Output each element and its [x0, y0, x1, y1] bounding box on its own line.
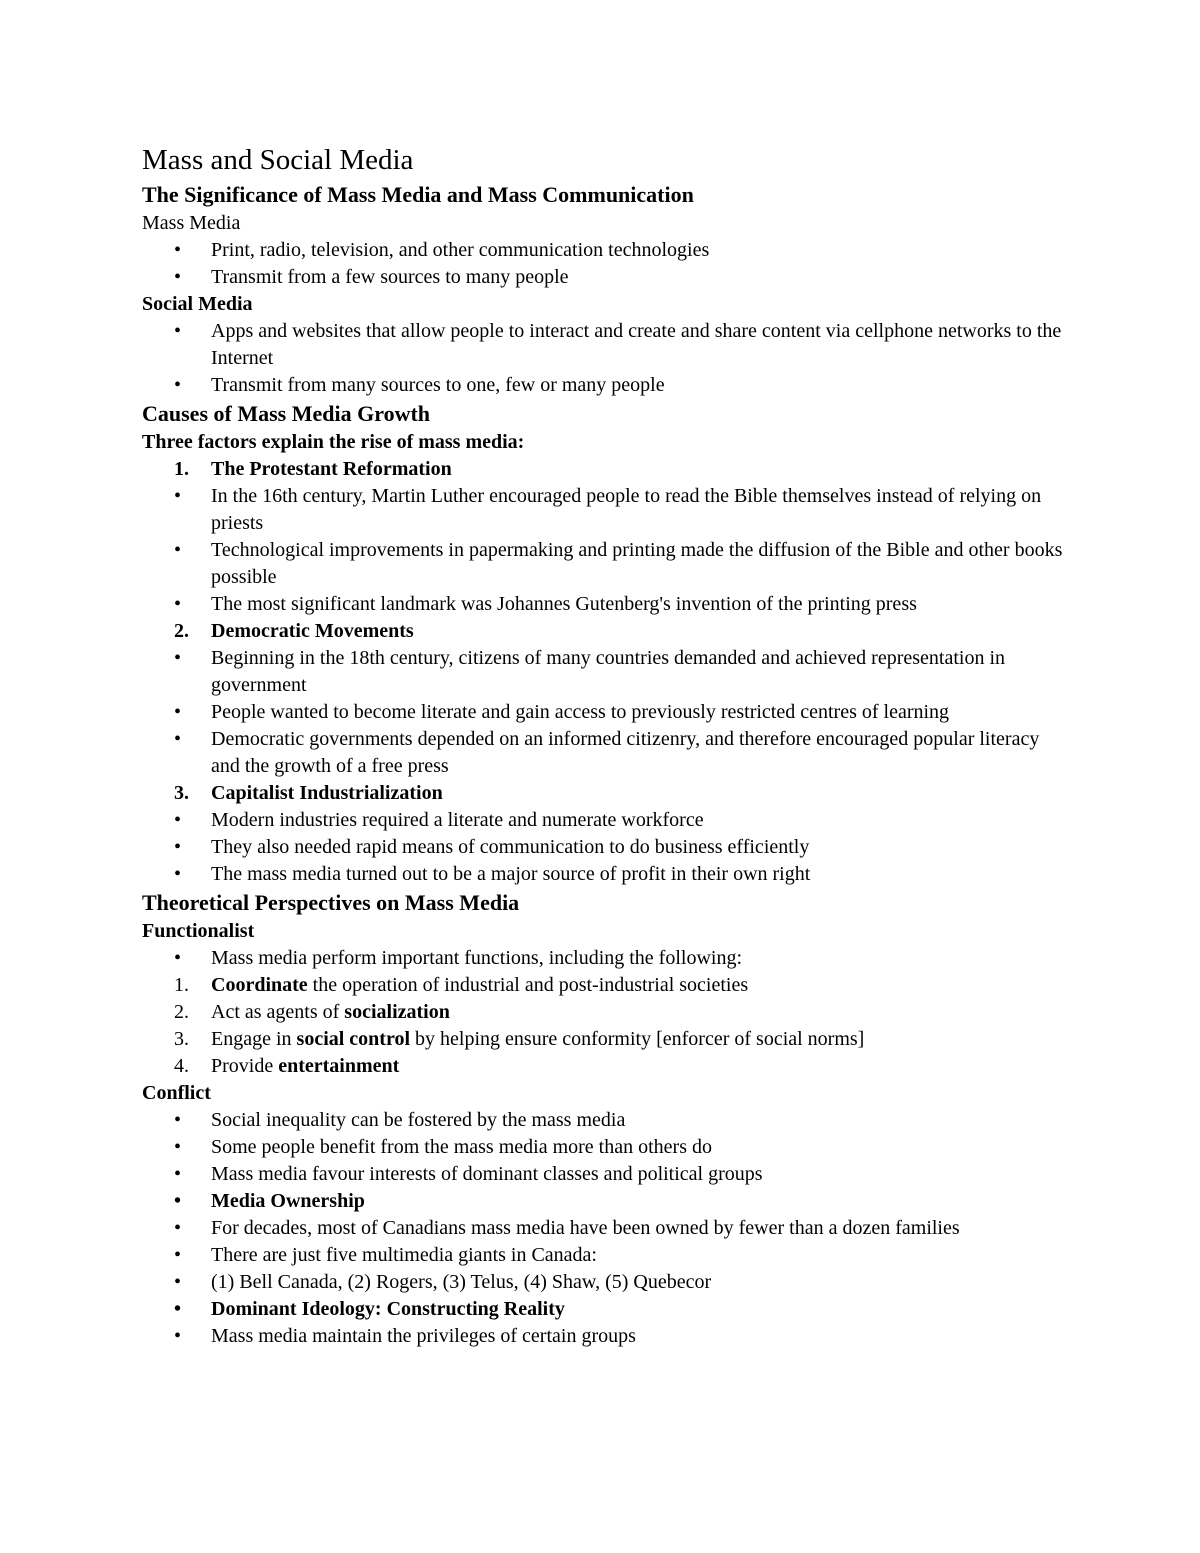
section-intro: Three factors explain the rise of mass media:: [142, 431, 525, 453]
bullet-icon: •: [174, 1136, 182, 1158]
function-item: [142, 972, 1072, 999]
list-item-text: Mass media favour interests of dominant classes and political groups: [211, 1163, 763, 1185]
list-item: [142, 237, 1072, 264]
section-heading: The Significance of Mass Media and Mass Communication: [142, 182, 694, 207]
list-item-text: Dominant Ideology: Constructing Reality: [211, 1298, 565, 1320]
list-item: [142, 1188, 1072, 1215]
document-page: [142, 140, 1072, 1350]
list-item-text: There are just five multimedia giants in Canada:: [211, 1244, 597, 1266]
list-item: [142, 483, 1072, 537]
list-item-text: Apps and websites that allow people to interact and create and share content via cellphone networks to the Internet: [211, 320, 1062, 369]
list-item-text: Democratic governments depended on an informed citizenry, and therefore encouraged popular literacy and the growth of a free press: [211, 728, 1040, 777]
bullet-icon: •: [174, 320, 182, 342]
list-item: [142, 645, 1072, 699]
bullet-icon: •: [174, 1163, 182, 1185]
list-item-text: Modern industries required a literate and numerate workforce: [211, 809, 704, 831]
list-item: [142, 591, 1072, 618]
list-item: [142, 834, 1072, 861]
list-item-text: Social inequality can be fostered by the mass media: [211, 1109, 626, 1131]
function-text-pre: Act as agents of: [211, 1001, 345, 1023]
section-heading: Theoretical Perspectives on Mass Media: [142, 890, 520, 915]
list-item: [142, 1215, 1072, 1242]
document-title: Mass and Social Media: [142, 144, 414, 176]
list-item: [142, 318, 1072, 372]
bullet-icon: •: [174, 266, 182, 288]
subsection-label: Conflict: [142, 1082, 211, 1104]
section-heading: Causes of Mass Media Growth: [142, 401, 431, 426]
function-item: [142, 1053, 1072, 1080]
factor-list: [142, 456, 1072, 888]
list-item: [142, 807, 1072, 834]
bullet-icon: •: [174, 1325, 182, 1347]
list-number: 1.: [174, 974, 189, 996]
bullet-icon: •: [174, 1217, 182, 1239]
bullet-list: [142, 237, 1072, 291]
list-item-text: Print, radio, television, and other communication technologies: [211, 239, 710, 261]
bullet-icon: •: [174, 1190, 182, 1212]
subsection-label: Social Media: [142, 293, 253, 315]
list-item: [142, 699, 1072, 726]
bullet-icon: •: [174, 1271, 182, 1293]
list-number: 1.: [174, 458, 189, 480]
list-item-text: They also needed rapid means of communication to do business efficiently: [211, 836, 810, 858]
function-item: [142, 999, 1072, 1026]
factor-title: [142, 456, 1072, 483]
list-number: 2.: [174, 1001, 189, 1023]
function-text-post: the operation of industrial and post-industrial societies: [307, 974, 749, 996]
list-number: 2.: [174, 620, 189, 642]
bullet-icon: •: [174, 374, 182, 396]
list-item: [142, 1242, 1072, 1269]
list-number: 3.: [174, 782, 189, 804]
bullet-icon: •: [174, 647, 182, 669]
list-item: [142, 726, 1072, 780]
factor-title: [142, 618, 1072, 645]
list-item-text: Media Ownership: [211, 1190, 365, 1212]
subsection-label: Functionalist: [142, 920, 255, 942]
factor-title-text: Capitalist Industrialization: [211, 782, 443, 804]
list-item-text: Technological improvements in papermaking and printing made the diffusion of the Bible and other books possible: [211, 539, 1063, 588]
factor-title-text: Democratic Movements: [211, 620, 414, 642]
list-item-text: Some people benefit from the mass media more than others do: [211, 1136, 712, 1158]
factor-title: [142, 780, 1072, 807]
list-number: 4.: [174, 1055, 189, 1077]
bullet-icon: •: [174, 593, 182, 615]
function-keyword: social control: [296, 1028, 411, 1050]
bullet-icon: •: [174, 863, 182, 885]
list-item: [142, 1323, 1072, 1350]
bullet-list: [142, 1107, 1072, 1350]
list-item-text: The mass media turned out to be a major source of profit in their own right: [211, 863, 811, 885]
bullet-icon: •: [174, 1298, 182, 1320]
list-item: [142, 1134, 1072, 1161]
function-keyword: entertainment: [278, 1055, 400, 1077]
subsection-label: Mass Media: [142, 212, 241, 234]
bullet-icon: •: [174, 239, 182, 261]
function-text-pre: Provide: [211, 1055, 279, 1077]
list-item-text: Beginning in the 18th century, citizens of many countries demanded and achieved representation in government: [211, 647, 1006, 696]
list-item-text: People wanted to become literate and gain access to previously restricted centres of learning: [211, 701, 950, 723]
bullet-list: [142, 318, 1072, 399]
bullet-icon: •: [174, 485, 182, 507]
list-item: [142, 1269, 1072, 1296]
list-item-text: In the 16th century, Martin Luther encouraged people to read the Bible themselves instead of relying on priests: [211, 485, 1042, 534]
bullet-icon: •: [174, 836, 182, 858]
function-keyword: socialization: [344, 1001, 450, 1023]
function-item: [142, 1026, 1072, 1053]
bullet-list: [142, 945, 1072, 972]
list-item-text: Transmit from a few sources to many people: [211, 266, 569, 288]
bullet-icon: •: [174, 728, 182, 750]
list-item: [142, 1296, 1072, 1323]
bullet-icon: •: [174, 809, 182, 831]
list-item: [142, 264, 1072, 291]
list-item-text: Mass media maintain the privileges of certain groups: [211, 1325, 636, 1347]
list-item: [142, 372, 1072, 399]
function-keyword: Coordinate: [211, 974, 308, 996]
function-list: [142, 972, 1072, 1080]
bullet-icon: •: [174, 947, 182, 969]
list-item: [142, 861, 1072, 888]
function-text-pre: Engage in: [211, 1028, 297, 1050]
list-item-text: Mass media perform important functions, including the following:: [211, 947, 743, 969]
bullet-icon: •: [174, 701, 182, 723]
list-item-text: (1) Bell Canada, (2) Rogers, (3) Telus, (4) Shaw, (5) Quebecor: [211, 1271, 712, 1293]
list-item-text: For decades, most of Canadians mass media have been owned by fewer than a dozen families: [211, 1217, 960, 1239]
list-item-text: Transmit from many sources to one, few or many people: [211, 374, 665, 396]
bullet-icon: •: [174, 1109, 182, 1131]
list-number: 3.: [174, 1028, 189, 1050]
bullet-icon: •: [174, 1244, 182, 1266]
list-item: [142, 1161, 1072, 1188]
factor-title-text: The Protestant Reformation: [211, 458, 452, 480]
function-text-post: by helping ensure conformity [enforcer of social norms]: [410, 1028, 865, 1050]
list-item: [142, 537, 1072, 591]
bullet-icon: •: [174, 539, 182, 561]
list-item: [142, 1107, 1072, 1134]
list-item: [142, 945, 1072, 972]
list-item-text: The most significant landmark was Johannes Gutenberg's invention of the printing press: [211, 593, 917, 615]
